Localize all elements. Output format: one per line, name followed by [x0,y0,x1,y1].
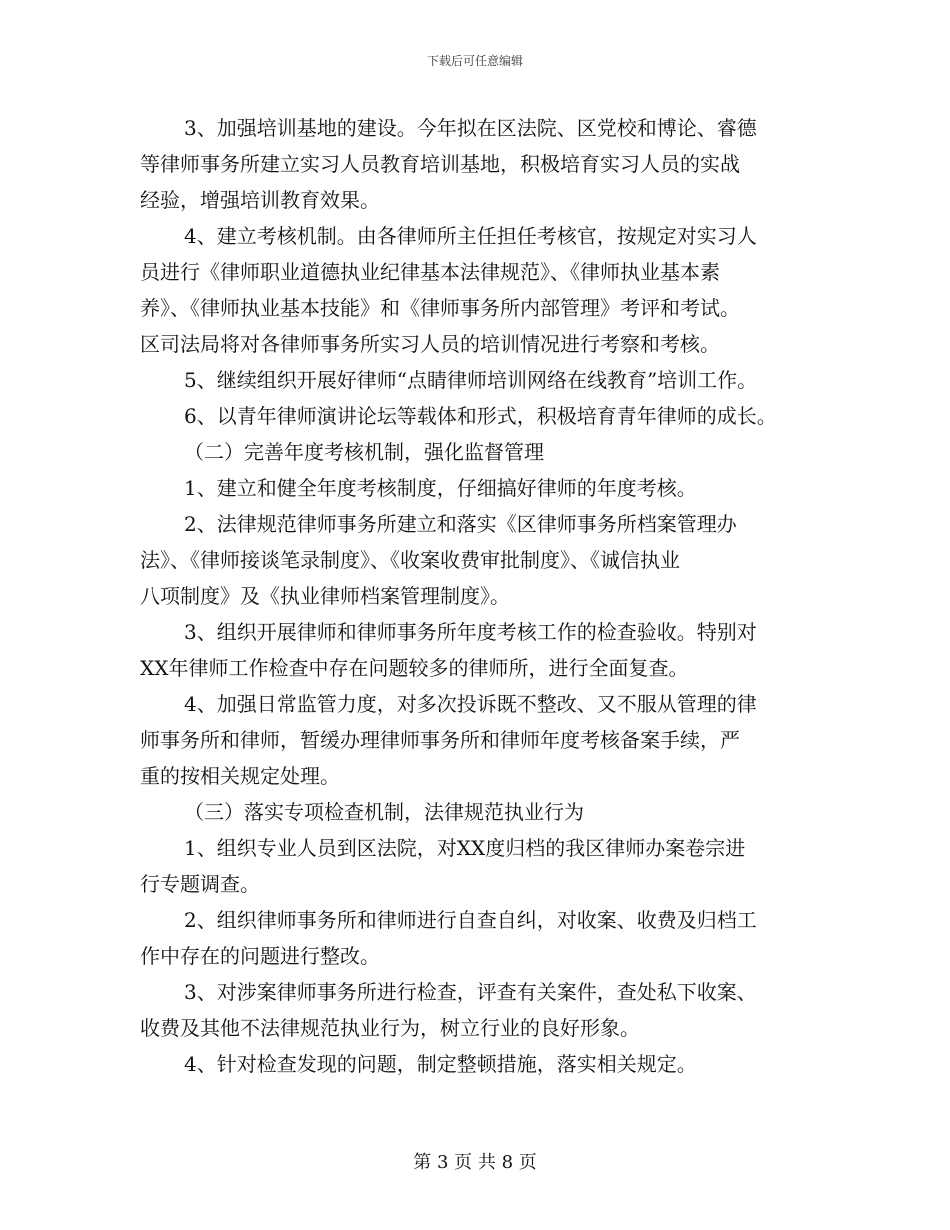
paragraph-line: 区司法局将对各律师事务所实习人员的培训情况进行考察和考核。 [140,332,720,356]
paragraph-daily-supervision [140,686,820,794]
section-heading-special-inspection [140,794,820,830]
paragraph-line: 等律师事务所建立实习人员教育培训基地，积极培育实习人员的实战 [140,152,740,176]
paragraph-line: 1、组织专业人员到区法院，对XX度归档的我区律师办案卷宗进 [184,836,746,860]
paragraph-line: 员进行《律师职业道德执业纪律基本法律规范》、《律师执业基本素 [140,260,720,284]
paragraph-line: 4、建立考核机制。由各律师所主任担任考核官，按规定对实习人 [184,224,757,248]
paragraph-line: 经验，增强培训教育效果。 [140,188,380,212]
paragraph-line: 师事务所和律师，暂缓办理律师事务所和律师年度考核备案手续，严 [140,728,740,752]
paragraph-line: 4、加强日常监管力度，对多次投诉既不整改、又不服从管理的律 [184,692,757,716]
paragraph-line: 作中存在的问题进行整改。 [140,944,380,968]
paragraph-line: 3、对涉案律师事务所进行检查，评查有关案件，查处私下收案、 [184,980,757,1004]
paragraph-line: 养》、《律师执业基本技能》和《律师事务所内部管理》考评和考试。 [140,296,740,320]
paragraph-online-training [140,362,820,398]
paragraph-line: 法》、《律师接谈笔录制度》、《收案收费审批制度》、《诚信执业 [140,548,680,572]
paragraph-archive-rules [140,506,820,614]
section-heading: （三）落实专项检查机制，法律规范执业行为 [184,800,584,824]
paragraph-line: 4、针对检查发现的问题，制定整顿措施，落实相关规定。 [184,1052,697,1076]
section-heading-annual-assessment [140,434,820,470]
paragraph-line: 收费及其他不法律规范执业行为，树立行业的良好形象。 [140,1016,640,1040]
document-body [140,110,820,1082]
paragraph-self-inspection [140,902,820,974]
paragraph-rectification [140,1046,820,1082]
paragraph-line: 重的按相关规定处理。 [140,764,340,788]
page-number-footer: 第 3 页 共 8 页 [413,1152,537,1173]
paragraph-assessment-mechanism [140,218,820,362]
paragraph-case-review [140,974,820,1046]
paragraph-line: 1、建立和健全年度考核制度，仔细搞好律师的年度考核。 [184,476,697,500]
paragraph-youth-forum [140,398,820,434]
paragraph-line: 2、组织律师事务所和律师进行自查自纠，对收案、收费及归档工 [184,908,757,932]
paragraph-line: 3、加强培训基地的建设。今年拟在区法院、区党校和博论、睿德 [184,116,757,140]
paragraph-training-base [140,110,820,218]
paragraph-line: 行专题调查。 [140,872,260,896]
paragraph-line: 6、以青年律师演讲论坛等载体和形式，积极培育青年律师的成长。 [184,404,777,428]
paragraph-line: 3、组织开展律师和律师事务所年度考核工作的检查验收。特别对 [184,620,757,644]
paragraph-annual-system [140,470,820,506]
paragraph-annual-inspection [140,614,820,686]
section-heading: （二）完善年度考核机制，强化监督管理 [184,440,544,464]
paragraph-line: 2、法律规范律师事务所建立和落实《区律师事务所档案管理办 [184,512,737,536]
page-header: 下载后可任意编辑 [426,54,523,68]
paragraph-line: 5、继续组织开展好律师“点睛律师培训网络在线教育”培训工作。 [184,368,758,392]
paragraph-line: XX年律师工作检查中存在问题较多的律师所，进行全面复查。 [140,656,689,680]
paragraph-line: 八项制度》及《执业律师档案管理制度》。 [140,584,510,608]
paragraph-case-file-survey [140,830,820,902]
